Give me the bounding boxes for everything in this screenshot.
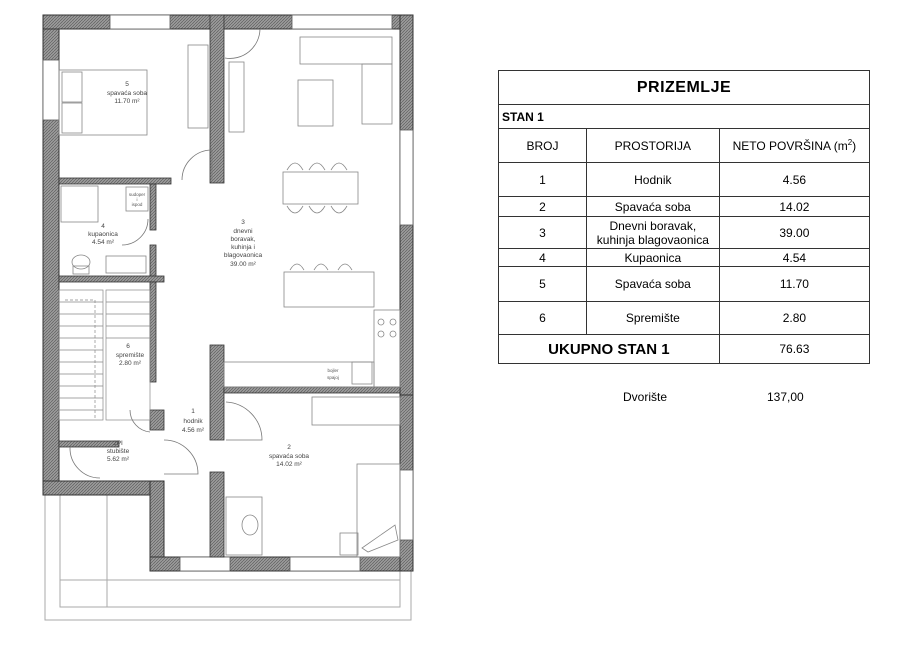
svg-text:spajoj: spajoj [327,375,339,380]
fixture-label-bathroom [129,192,146,207]
header-area: NETO POVRŠINA $(m^2)$ [719,129,869,163]
room-label-3 [224,219,263,268]
svg-text:2PI: 2PI [113,440,123,447]
room-label-6 [116,343,145,367]
svg-text:4.56 m²: 4.56 m² [181,427,205,434]
dining-table [283,163,358,213]
table-row: 4 Kupaonica 4.54 [499,249,870,267]
table-row: 6 Spremište 2.80 [499,302,870,335]
svg-text:3: 3 [241,219,245,226]
total-label: UKUPNO STAN 1 [499,335,720,364]
svg-text:2: 2 [287,444,291,451]
svg-text:sudoper: sudoper [128,192,146,197]
svg-text:39.00 m²: 39.00 m² [230,261,256,268]
svg-text:ispod: ispod [131,202,143,207]
table-header-row [499,129,870,163]
sofa [298,37,392,126]
svg-text:11.70 m²: 11.70 m² [114,98,140,105]
fixture-label-kitchen [327,368,339,380]
table-row: 2 Spavaća soba 14.02 [499,197,870,217]
svg-text:i: i [136,197,138,202]
svg-text:spavaća soba: spavaća soba [106,90,148,97]
svg-text:spavaća soba: spavaća soba [268,453,310,460]
bathroom-fixtures [61,186,148,274]
svg-text:2.80 m²: 2.80 m² [118,360,142,367]
svg-text:4.54 m²: 4.54 m² [91,239,115,246]
svg-text:kuhinja i: kuhinja i [231,244,255,251]
wardrobe-room5 [229,62,244,132]
svg-text:14.02 m²: 14.02 m² [276,461,302,468]
svg-text:6: 6 [126,343,130,350]
svg-text:stubište: stubište [106,448,130,455]
table-row: 1 Hodnik 4.56 [499,163,870,197]
svg-text:kupaonica: kupaonica [88,231,118,238]
table-title: PRIZEMLJE [499,71,870,105]
svg-text:1: 1 [191,408,195,415]
svg-text:bojler: bojler [327,368,339,373]
svg-text:boravak,: boravak, [230,236,256,243]
table-row: 5 Spavaća soba 11.70 [499,267,870,302]
svg-text:hodnik: hodnik [183,418,203,425]
header-room: PROSTORIJA [586,129,719,163]
room-label-4 [88,223,118,246]
room-label-1 [182,408,205,434]
svg-text:dnevni: dnevni [233,228,253,235]
svg-text:blagovaonica: blagovaonica [223,252,263,259]
svg-text:5: 5 [125,81,129,88]
svg-text:4: 4 [101,223,105,230]
room-label-2 [269,444,309,468]
kitchen-island [224,264,400,387]
bed-room2 [226,397,400,557]
table-row: 3 Dnevni boravak, kuhinja blagovaonica 39.00 [499,217,870,249]
header-number: BROJ [499,129,587,163]
room-label-5 [107,81,147,105]
yard-value: 137,00 [767,390,804,404]
svg-text:spremište: spremište [115,352,145,359]
table-total-row [499,335,870,364]
svg-text:5.62 m²: 5.62 m² [106,456,130,463]
exterior-walls [43,15,413,571]
yard-label: Dvorište [623,390,668,404]
total-value: 76.63 [719,335,869,364]
table-subtitle: STAN 1 [499,105,870,129]
room-schedule-table [498,70,870,364]
